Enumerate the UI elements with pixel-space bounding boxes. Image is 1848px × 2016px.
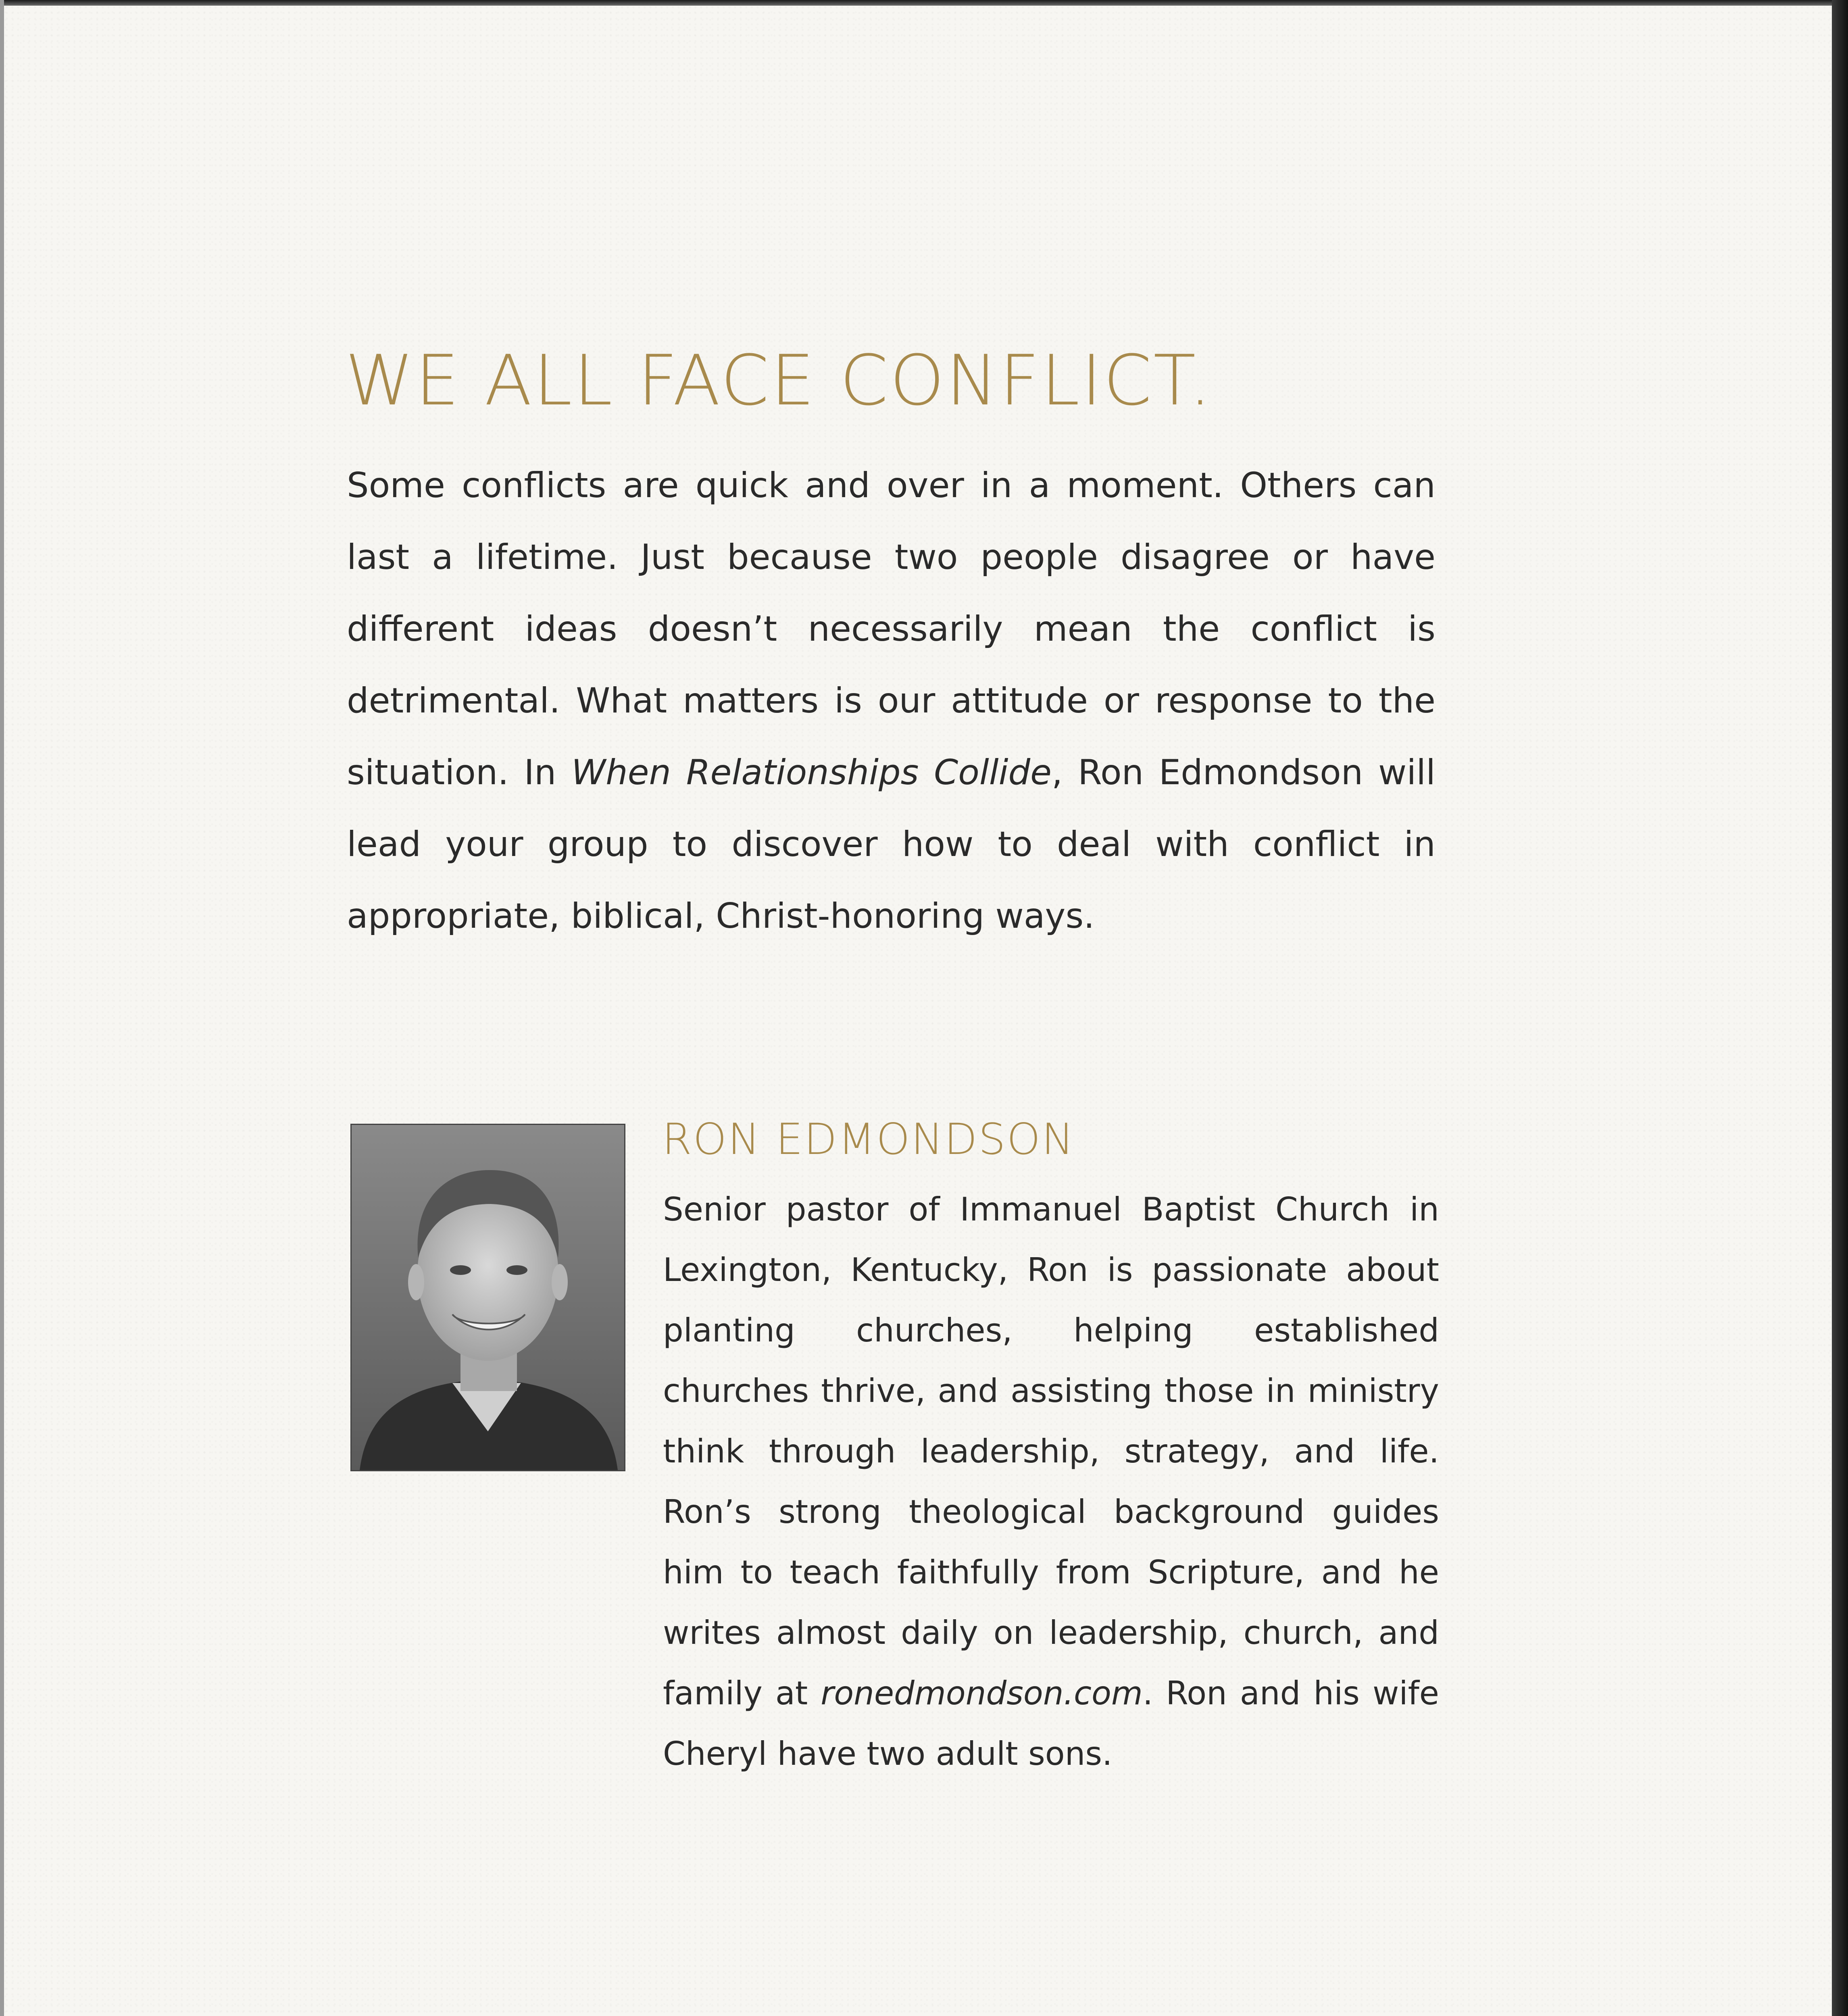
author-portrait-icon <box>352 1125 624 1470</box>
author-bio <box>663 1179 1439 1784</box>
intro-text-end: , Ron Edmondson will lead your group to discover how to deal with conflict in appropriate, biblical, Christ-honoring ways. <box>347 752 1435 936</box>
headline: WE ALL FACE CONFLICT. <box>345 340 1213 421</box>
bio-text-start: Senior pastor of Immanuel Baptist Church in Lexington, Kentucky, Ron is passionate about planting churches, helping established churches thrive, and assisting those in ministry think through leadership, strategy, and life. Ron’s strong theological background guides him to teach faithfully from Scripture, and he writes almost daily on leadership, church, and family at <box>663 1191 1439 1712</box>
book-title: When Relationships Collide <box>571 752 1052 793</box>
cover-edge-top <box>0 0 1848 6</box>
cover-edge-left <box>0 0 4 2016</box>
intro-text-start: Some conflicts are quick and over in a moment. Others can last a lifetime. Just because two people disagree or have different ideas doesn’t necessarily mean the conflict is detrimental. What matters is our attitude or response to the situation. In <box>347 465 1435 793</box>
author-photo <box>352 1125 624 1470</box>
author-name: RON EDMONDSON <box>662 1114 1075 1164</box>
cover-edge-right <box>1832 0 1848 2016</box>
intro-paragraph <box>347 450 1435 952</box>
author-website: ronedmondson.com <box>821 1674 1143 1712</box>
bio-text-end: . Ron and his wife Cheryl have two adult sons. <box>663 1674 1439 1772</box>
